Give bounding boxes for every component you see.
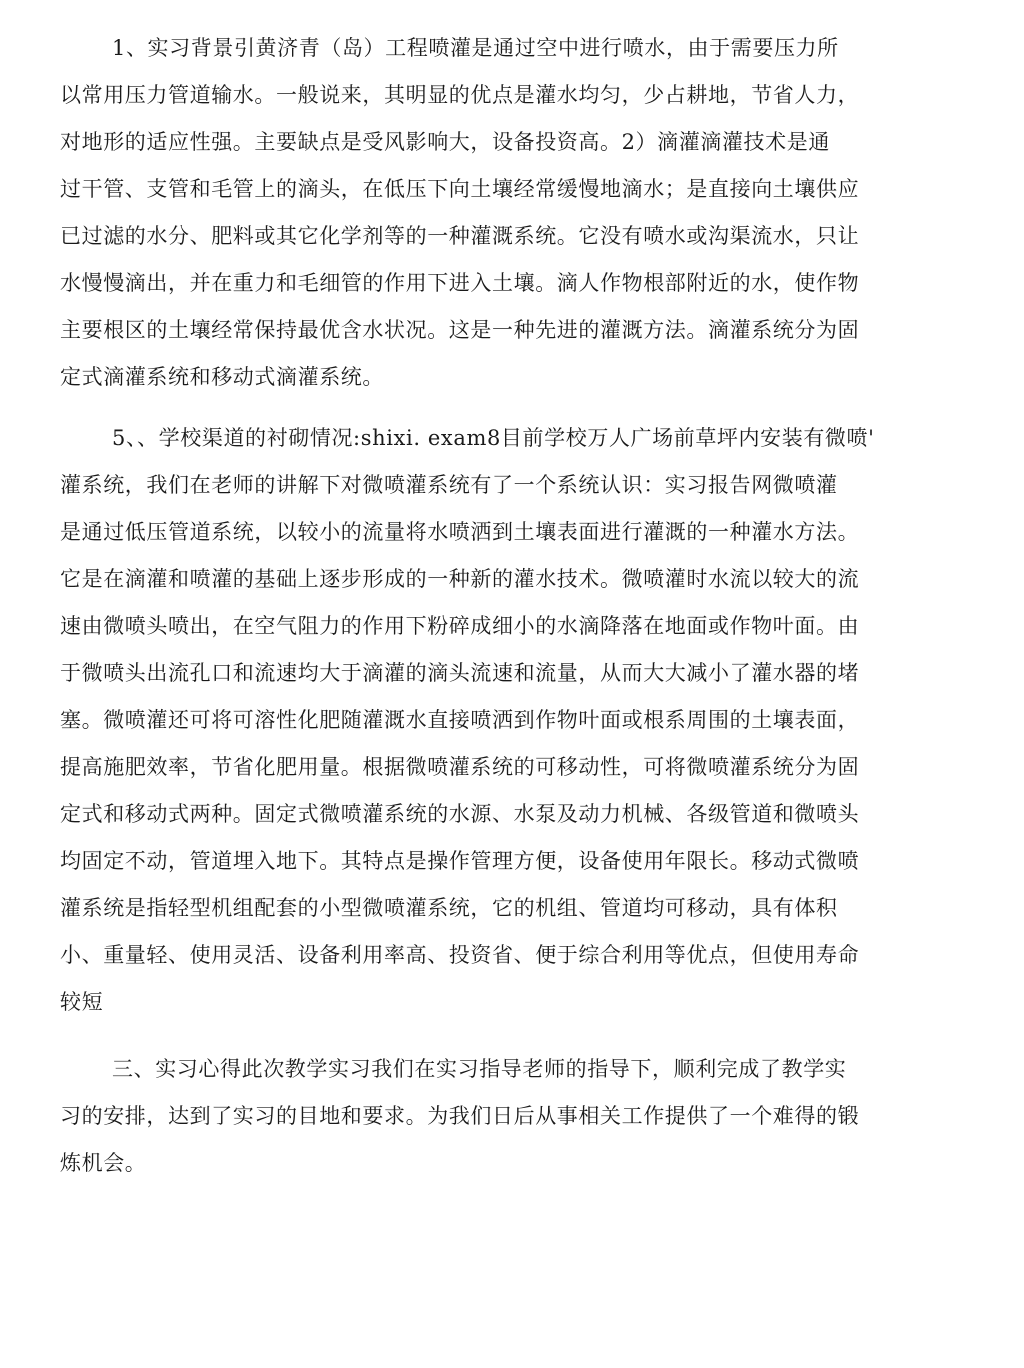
text-line: 定式和移动式两种。固定式微喷灌系统的水源、水泵及动力机械、各级管道和微喷头	[60, 802, 860, 826]
text-line: 过干管、支管和毛管上的滴头，在低压下向土壤经常缓慢地滴水；是直接向土壤供应	[60, 177, 860, 201]
text-line: 1、实习背景引黄济青（岛）工程喷灌是通过空中进行喷水，由于需要压力所	[112, 36, 839, 60]
text-line: 习的安排，达到了实习的目地和要求。为我们日后从事相关工作提供了一个难得的锻	[60, 1104, 860, 1128]
text-line: 于微喷头出流孔口和流速均大于滴灌的滴头流速和流量，从而大大减小了灌水器的堵	[60, 661, 860, 685]
text-line: 较短	[60, 990, 104, 1014]
paragraph-irrigation-background	[60, 25, 930, 401]
text-line: 5、、学校渠道的衬砌情况:shixi. exam8目前学校万人广场前草坪内安装有微喷'	[112, 426, 875, 450]
text-line: 灌系统是指轻型机组配套的小型微喷灌系统，它的机组、管道均可移动，具有体积	[60, 896, 838, 920]
text-line: 定式滴灌系统和移动式滴灌系统。	[60, 365, 384, 389]
text-line: 已过滤的水分、肥料或其它化学剂等的一种灌溉系统。它没有喷水或沟渠流水，只让	[60, 224, 860, 248]
text-line: 灌系统，我们在老师的讲解下对微喷灌系统有了一个系统认识：实习报告网微喷灌	[60, 473, 838, 497]
text-line: 均固定不动，管道埋入地下。其特点是操作管理方便，设备使用年限长。移动式微喷	[60, 849, 860, 873]
text-line: 提高施肥效率，节省化肥用量。根据微喷灌系统的可移动性，可将微喷灌系统分为固	[60, 755, 860, 779]
text-line: 速由微喷头喷出，在空气阻力的作用下粉碎成细小的水滴降落在地面或作物叶面。由	[60, 614, 860, 638]
paragraph-internship-reflection	[60, 1046, 930, 1187]
text-line: 主要根区的土壤经常保持最优含水状况。这是一种先进的灌溉方法。滴灌系统分为固	[60, 318, 860, 342]
text-line: 小、重量轻、使用灵活、设备利用率高、投资省、便于综合利用等优点，但使用寿命	[60, 943, 860, 967]
text-line: 对地形的适应性强。主要缺点是受风影响大，设备投资高。2）滴灌滴灌技术是通	[60, 130, 830, 154]
text-line: 它是在滴灌和喷灌的基础上逐步形成的一种新的灌水技术。微喷灌时水流以较大的流	[60, 567, 860, 591]
paragraph-micro-sprinkler	[60, 415, 930, 1026]
text-line: 塞。微喷灌还可将可溶性化肥随灌溉水直接喷洒到作物叶面或根系周围的土壤表面，	[60, 708, 860, 732]
text-line: 三、实习心得此次教学实习我们在实习指导老师的指导下，顺利完成了教学实	[112, 1057, 847, 1081]
text-line: 是通过低压管道系统，以较小的流量将水喷洒到土壤表面进行灌溉的一种灌水方法。	[60, 520, 860, 544]
text-line: 以常用压力管道输水。一般说来，其明显的优点是灌水均匀，少占耕地，节省人力，	[60, 83, 860, 107]
text-line: 炼机会。	[60, 1151, 147, 1175]
text-line: 水慢慢滴出，并在重力和毛细管的作用下进入土壤。滴人作物根部附近的水，使作物	[60, 271, 860, 295]
